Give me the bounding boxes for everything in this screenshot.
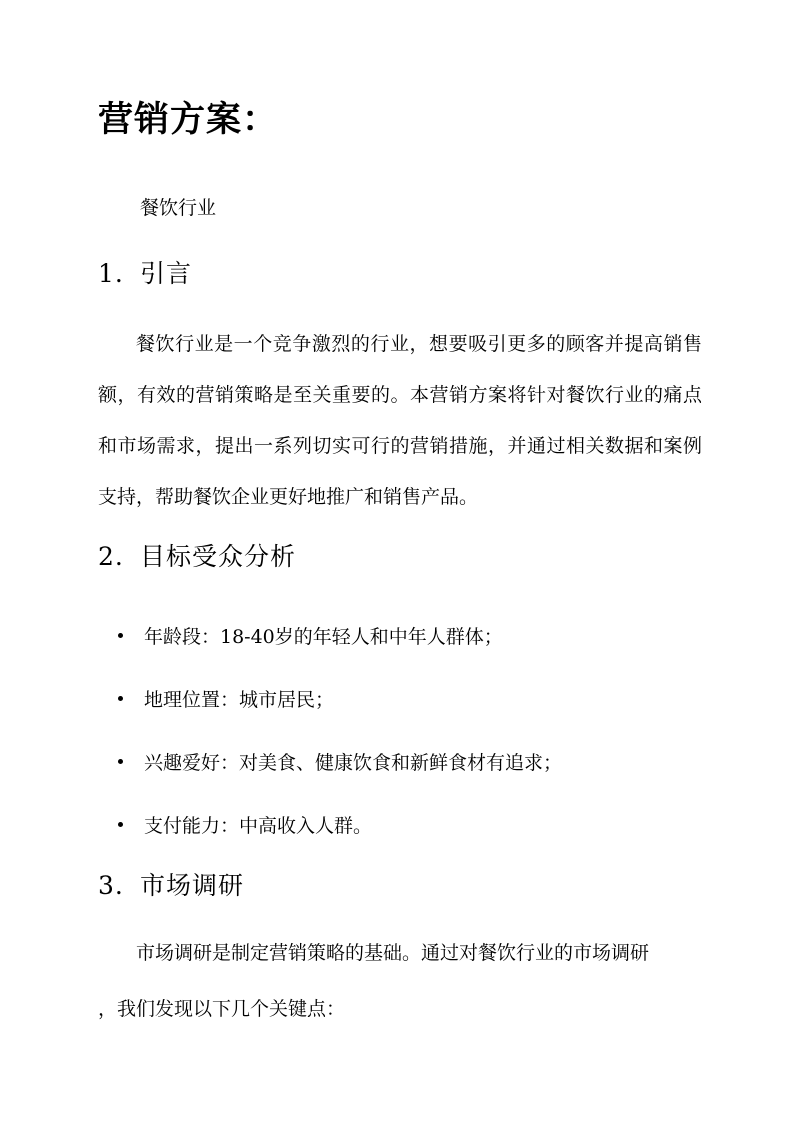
section-heading-research (98, 866, 244, 902)
research-paragraph (98, 925, 702, 1037)
research-line-2: ，我们发现以下几个关键点： (98, 998, 346, 1020)
section-heading-intro (98, 254, 192, 290)
section-number: 2. (98, 542, 124, 571)
bullet-icon (118, 633, 123, 638)
bullet-icon (118, 696, 123, 701)
section-number: 1. (98, 259, 124, 288)
bullet-icon (118, 822, 123, 827)
research-line-1: 市场调研是制定营销策略的基础。通过对餐饮行业的市场调研 (136, 942, 650, 964)
intro-paragraph: 餐饮行业是一个竞争激烈的行业，想要吸引更多的顾客并提高销售额，有效的营销策略是至关重要的。本营销方案将针对餐饮行业的痛点和市场需求，提出一系列切实可行的营销措施，并通过相关数据和案例支持，帮助餐饮企业更好地推广和销售产品。 (98, 333, 702, 508)
section-title: 目标受众分析 (140, 542, 297, 571)
list-item-text: 年龄段：18-40岁的年轻人和中年人群体； (144, 626, 503, 648)
audience-bullet-list (98, 604, 562, 856)
section-heading-audience (98, 537, 296, 573)
section-title: 市场调研 (140, 871, 245, 900)
bullet-icon (118, 759, 123, 764)
list-item (98, 730, 562, 793)
list-item (98, 793, 562, 856)
list-item (98, 604, 562, 667)
section-number: 3. (98, 871, 124, 900)
page-title: 营销方案： (98, 99, 279, 140)
list-item (98, 667, 562, 730)
list-item-text: 兴趣爱好：对美食、健康饮食和新鲜食材有追求； (144, 752, 563, 774)
list-item-text: 地理位置：城市居民； (144, 689, 335, 711)
page-subtitle: 餐饮行业 (140, 197, 217, 219)
list-item-text: 支付能力：中高收入人群。 (144, 815, 373, 837)
section-title: 引言 (140, 259, 193, 288)
